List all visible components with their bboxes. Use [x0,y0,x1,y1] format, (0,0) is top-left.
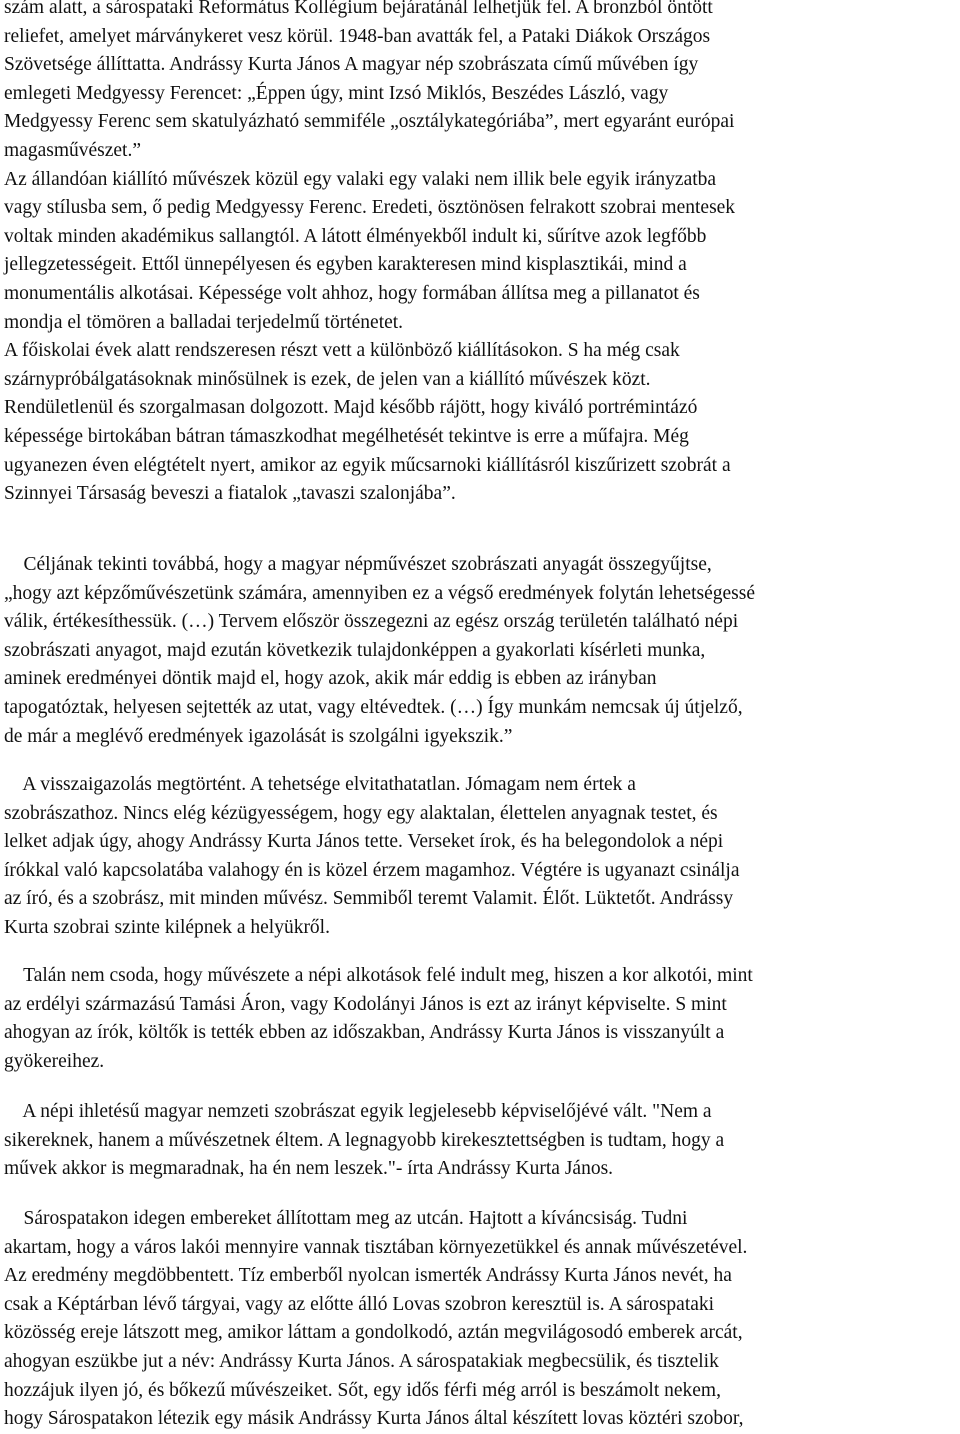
text-line: képessége birtokában bátran támaszkodhat megélhetését tekintve is erre a műfajra. Még [4,425,689,447]
text-line: Az állandóan kiállító művészek közül egy valaki egy valaki nem illik bele egyik irányzatba [4,168,717,190]
text-line: mondja el tömören a balladai terjedelmű történetet. [4,311,404,333]
text-line: emlegeti Medgyessy Ferencet: „Éppen úgy, mint Izsó Miklós, Beszédes László, vagy [4,82,669,104]
text-line: ahogyan az írók, költők is tették ebben az időszakban, Andrássy Kurta János is visszanyúlt a [4,1022,725,1044]
text-line: Kurta szobrai szinte kilépnek a helyükről. [4,916,330,938]
text-line: az erdélyi származású Tamási Áron, vagy Kodolányi János is ezt az irányt képviselte. S mint [4,993,727,1015]
text-line: reliefet, amelyet márványkeret vesz körül. 1948-ban avatták fel, a Pataki Diákok Országos [4,25,711,47]
paragraph-4 [4,962,960,1076]
text-line: de már a meglévő eredmények igazolását is szolgálni igyekszik.” [4,725,513,747]
text-line: „hogy azt képzőművészetünk számára, amennyiben ez a végső eredmények folytán lehetségessé [4,582,755,604]
text-line: szobrászathoz. Nincs elég kézügyességem, hogy egy alaktalan, élettelen anyagnak testet, és [4,802,718,824]
text-line: A népi ihletésű magyar nemzeti szobrászat egyik legjelesebb képviselőjévé vált. "Nem a [4,1101,712,1122]
text-line: csak a Képtárban lévő tárgyai, vagy az előtte álló Lovas szobron keresztül is. A sárospataki [4,1293,715,1315]
text-line: vagy stílusba sem, ő pedig Medgyessy Ferenc. Eredeti, ösztönösen felrakott szobrai mentesek [4,197,736,219]
text-line: ugyanezen éven elégtételt nyert, amikor az egyik műcsarnoki kiállításról kiszűrizett szobrát a [4,454,731,476]
text-line: ahogyan eszükbe jut a név: Andrássy Kurta János. A sárospatakiak megbecsülik, és tisztelik [4,1350,719,1372]
text-line: közösség ereje látszott meg, amikor láttam a gondolkodó, aztán megvilágosodó emberek arcát, [4,1322,743,1344]
text-line: A visszaigazolás megtörtént. A tehetsége elvitathatatlan. Jómagam nem értek a [4,774,636,795]
paragraph-1 [4,0,960,509]
text-line: Rendületlenül és szorgalmasan dolgozott. Majd később rájött, hogy kiváló portrémintázó [4,397,698,419]
text-line: aminek eredményei döntik majd el, hogy azok, akik már eddig is ebben az irányban [4,668,657,690]
text-line: gyökereihez. [4,1050,105,1072]
text-line: írókkal való kapcsolatába valahogy én is közel érzem magamhoz. Végtére is ugyanazt csinálja [4,859,740,881]
text-line: A főiskolai évek alatt rendszeresen részt vett a különböző kiállításokon. S ha még csak [4,340,680,362]
text-line: Szinnyei Társaság beveszi a fiatalok „tavaszi szalonjába”. [4,483,456,505]
text-line: magasművészet.” [4,139,141,161]
text-line: Céljának tekinti továbbá, hogy a magyar népművészet szobrászati anyagát összegyűjtse, [4,554,712,575]
text-line: tapogatóztak, helyesen sejtették az utat, vagy eltévedtek. (…) Így munkám nemcsak új útjelző, [4,696,743,718]
text-line: Az eredmény megdöbbentett. Tíz emberből nyolcan ismerték Andrássy Kurta János nevét, ha [4,1265,732,1287]
text-line: Medgyessy Ferenc sem skatulyázható semmiféle „osztálykategóriába”, mert egyaránt európai [4,111,735,133]
text-line: művek akkor is megmaradnak, ha én nem leszek."- írta Andrássy Kurta János. [4,1158,614,1180]
paragraph-5 [4,1098,960,1184]
text-line: Szövetsége állíttatta. Andrássy Kurta János A magyar nép szobrászata című művében így [4,54,699,76]
text-line: szobrászati anyagot, majd ezután következik tulajdonképpen a gyakorlati kísérleti munka, [4,639,706,661]
paragraph-2 [4,551,960,751]
text-line: Sárospatakon idegen embereket állítottam meg az utcán. Hajtott a kíváncsiság. Tudni [4,1208,688,1229]
text-line: akartam, hogy a város lakói mennyire vannak tisztában környezetükkel és annak művészetével. [4,1236,748,1258]
text-line: szám alatt, a sárospataki Református Kollégium bejáratánál lelhetjük fel. A bronzból öntött [4,0,713,18]
text-line: sikereknek, hanem a művészetnek éltem. A legnagyobb kirekesztettségben is tudtam, hogy a [4,1129,725,1151]
text-line: hogy Sárospatakon létezik egy másik Andrássy Kurta János által készített lovas köztéri szobor, [4,1408,744,1430]
text-line: lelket adjak úgy, ahogy Andrássy Kurta János tette. Verseket írok, és ha belegondolok a népi [4,831,724,853]
text-line: Talán nem csoda, hogy művészete a népi alkotások felé indult meg, hiszen a kor alkotói, mint [4,965,753,986]
text-line: válik, értékesíthessük. (…) Tervem először összegezni az egész ország területén található népi [4,611,739,633]
paragraph-6 [4,1205,960,1434]
text-line: szárnypróbálgatásoknak minősülnek is ezek, de jelen van a kiállító művészek közt. [4,368,651,390]
text-line: monumentális alkotásai. Képessége volt ahhoz, hogy formában állítsa meg a pillanatot és [4,282,700,304]
text-line: hozzájuk ilyen jó, és bőkezű művészeiket. Sőt, egy idős férfi még arról is beszámolt nekem, [4,1379,721,1401]
text-line: voltak minden akadémikus sallangtól. A látott élményekből indult ki, sűrítve azok legfőbb [4,225,707,247]
text-line: jellegzetességeit. Ettől ünnepélyesen és egyben karakteresen mind kisplasztikái, mind a [4,254,687,276]
text-line: az író, és a szobrász, mit minden művész. Semmiből teremt Valamit. Élőt. Lüktetőt. Andrássy [4,888,734,910]
paragraph-3 [4,771,960,943]
